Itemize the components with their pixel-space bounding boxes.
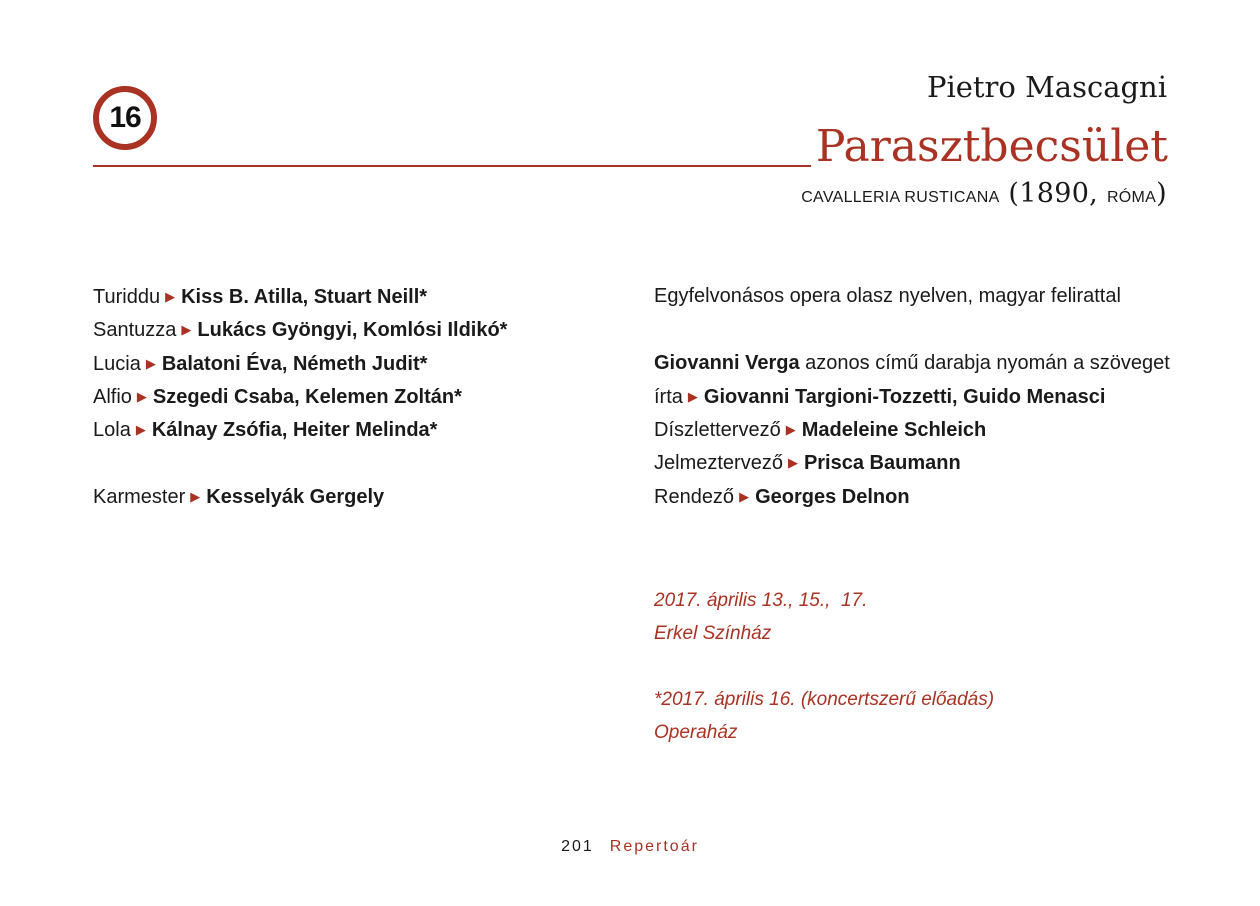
opera-subtitle <box>801 178 1167 209</box>
header-rule <box>93 165 811 167</box>
cast-role: Turiddu <box>93 286 161 308</box>
section-name: Repertoár <box>609 838 699 855</box>
credit-row <box>654 446 1170 479</box>
triangle-right-icon: ▶ <box>136 388 147 404</box>
badge-number: 16 <box>109 101 141 134</box>
cast-performers: Lukács Gyöngyi, Komlósi Ildikó* <box>197 319 508 342</box>
cast-row <box>93 347 507 380</box>
credit-role: Jelmeztervező <box>654 452 783 475</box>
conductor-role: Karmester <box>93 485 186 508</box>
cast-performers: Kiss B. Atilla, Stuart Neill* <box>181 286 428 308</box>
premiere-year: (1890, <box>999 178 1107 209</box>
opera-description: Egyfelvonásos opera olasz nyelven, magyar felirattal <box>654 285 1121 307</box>
libretto-label: írta <box>654 385 683 408</box>
cast-performers: Kálnay Zsófia, Heiter Melinda* <box>151 419 438 442</box>
credit-row <box>654 413 1170 446</box>
triangle-right-icon: ▶ <box>145 355 156 371</box>
triangle-right-icon: ▶ <box>787 455 798 471</box>
triangle-right-icon: ▶ <box>785 422 796 438</box>
triangle-right-icon: ▶ <box>181 322 192 338</box>
opera-title: Parasztbecsület <box>815 121 1168 172</box>
libretto-authors: Giovanni Targioni-Tozzetti, Guido Menasci <box>703 385 1106 408</box>
conductor-row <box>93 480 507 513</box>
cast-list <box>93 280 507 513</box>
cast-role: Santuzza <box>93 319 177 342</box>
venue-opera: Operaház <box>654 722 738 743</box>
credit-row <box>654 480 1170 513</box>
credit-role: Díszlettervező <box>654 419 781 442</box>
credit-role: Rendező <box>654 485 735 508</box>
cast-row <box>93 413 507 446</box>
production-info <box>654 280 1170 513</box>
page-number: 201 <box>561 838 594 855</box>
premiere-close: ) <box>1156 178 1167 209</box>
cast-performers: Balatoni Éva, Németh Judit* <box>161 352 428 375</box>
libretto-line <box>654 380 1170 413</box>
triangle-right-icon: ▶ <box>687 388 698 404</box>
dates-concert: *2017. április 16. (koncertszerű előadás) <box>654 689 995 710</box>
venue-erkel: Erkel Színház <box>654 623 772 644</box>
number-badge <box>93 86 157 150</box>
cast-role: Lola <box>93 419 131 442</box>
credit-name: Prisca Baumann <box>803 452 961 475</box>
triangle-right-icon: ▶ <box>190 488 201 504</box>
triangle-right-icon: ▶ <box>135 422 146 438</box>
conductor-name: Kesselyák Gergely <box>206 485 385 508</box>
triangle-right-icon: ▶ <box>165 289 176 304</box>
performance-dates <box>654 584 994 749</box>
cast-role: Lucia <box>93 352 141 375</box>
cast-row <box>93 313 507 346</box>
credit-name: Georges Delnon <box>755 485 910 508</box>
dates-erkel: 2017. április 13., 15., 17. <box>654 590 868 611</box>
source-text: azonos című darabja nyomán a szöveget <box>799 351 1170 374</box>
composer-name: Pietro Mascagni <box>926 70 1167 104</box>
original-title: CAVALLERIA RUSTICANA <box>801 189 1000 206</box>
cast-row <box>93 280 507 313</box>
premiere-city: RÓMA <box>1106 189 1157 206</box>
triangle-right-icon: ▶ <box>739 488 750 504</box>
cast-performers: Szegedi Csaba, Kelemen Zoltán* <box>152 385 462 408</box>
cast-row <box>93 380 507 413</box>
source-author: Giovanni Verga <box>654 351 800 374</box>
source-line <box>654 347 1170 380</box>
page-footer <box>0 838 1260 856</box>
cast-role: Alfio <box>93 385 132 408</box>
credit-name: Madeleine Schleich <box>801 419 987 442</box>
